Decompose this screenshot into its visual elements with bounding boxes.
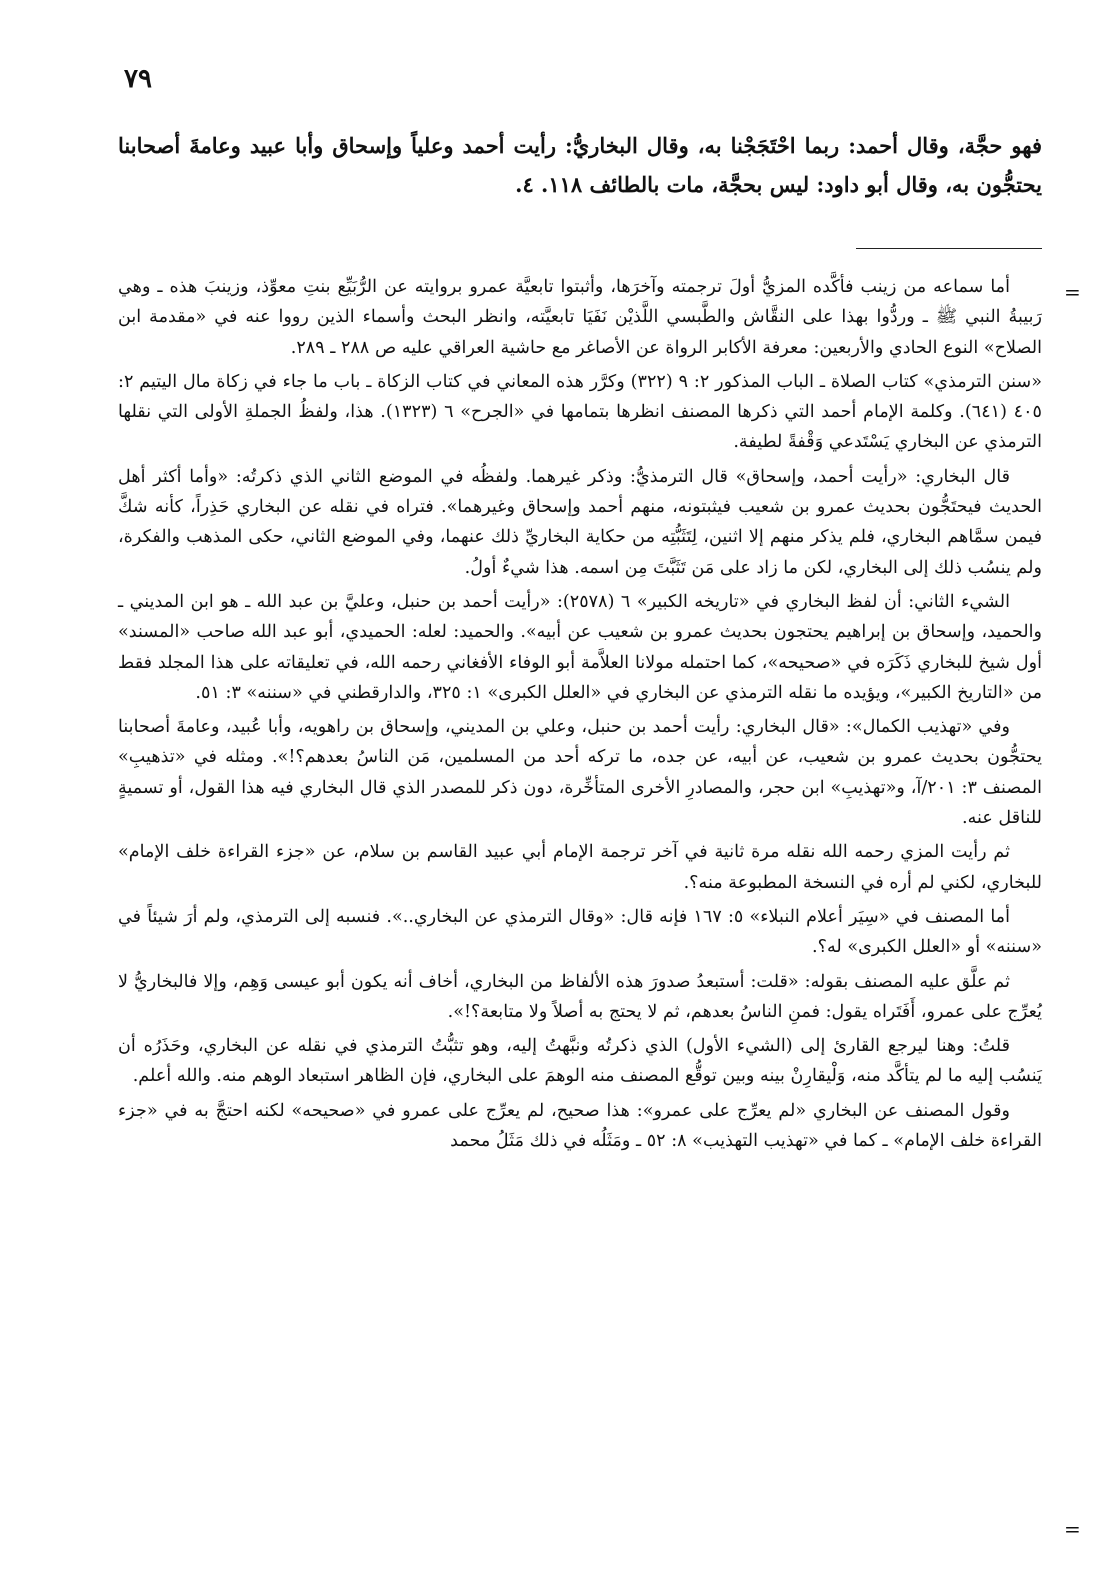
footnote-paragraph: «سنن الترمذي» كتاب الصلاة ـ الباب المذكور ٢: ٩ (٣٢٢) وكرَّر هذه المعاني في كتاب الزكاة ـ باب ما جاء في زكاة مال اليتيم ٢: ٤٠٥ (٦٤١). وكلمة الإمام أحمد التي ذكرها المصنف انظرها بتمامها في «الجرح» ٦ (١٣٢٣). هذا، ولفظُ الجملةِ الأولى التي نقلها الترمذي عن البخاري يَسْتَدعي وَقْفةً لطيفة. xyxy=(118,371,1042,453)
main-text xyxy=(118,126,1042,204)
continuation-mark-end: = xyxy=(1064,1517,1081,1541)
footnote-paragraph: ثم رأيت المزي رحمه الله نقله مرة ثانية في آخر ترجمة الإمام أبي عبيد القاسم بن سلام، عن «جزء القراءة خلف الإمام» للبخاري، لكني لم أره في النسخة المطبوعة منه؟. xyxy=(118,842,1042,893)
footnote-paragraph: أما سماعه من زينب فأكَّده المزيُّ أولَ ترجمته وآخرَها، وأثبتوا تابعيَّة عمرو بروايته عن الرُّبَيِّع بنتِ معوِّذ، وزينبَ هذه ـ وهي رَبيبةُ النبي ﷺ ـ وردُّوا بهذا على النقَّاش والطَّبسي اللَّذيْن نَفَيَا تابعيَّته، وانظر البحث وأسماء الذين رووا عنه في «مقدمة ابن الصلاح» النوع الحادي والأربعين: معرفة الأكابر الرواة عن الأصاغر مع حاشية العراقي عليه ص ٢٨٨ ـ ٢٨٩. xyxy=(118,277,1042,358)
footnote-paragraph: ثم علَّق عليه المصنف بقوله: «قلت: أستبعدُ صدورَ هذه الألفاظ من البخاري، أخاف أنه يكون أبو عيسى وَهِم، وإلا فالبخاريُّ لا يُعرِّج على عمرو، أَفَتَراه يقول: فمنِ الناسُ بعدهم، ثم لا يحتج به أصلاً ولا متابعة؟!». xyxy=(118,971,1042,1022)
footnote-paragraph: الشيء الثاني: أن لفظ البخاري في «تاريخه الكبير» ٦ (٢٥٧٨): «رأيت أحمد بن حنبل، وعليَّ بن عبد الله ـ هو ابن المديني ـ والحميد، وإسحاق بن إبراهيم يحتجون بحديث عمرو بن شعيب عن أبيه». والحميد: لعله: الحميدي، أبو عبد الله صاحب «المسند» أول شيخ للبخاري ذَكَرَه في «صحيحه»، كما احتمله مولانا العلاَّمة أبو الوفاء الأفغاني رحمه الله، في تعليقاته على هذا المجلد فقط من «التاريخ الكبير»، ويؤيده ما نقله الترمذي عن البخاري في «العلل الكبرى» ١: ٣٢٥، والدارقطني في «سننه» ٣: ٥١. xyxy=(118,591,1042,703)
footnote-paragraph: قال البخاري: «رأيت أحمد، وإسحاق» قال الترمذيُّ: وذكر غيرهما. ولفظُه في الموضع الثاني الذي ذكرتُه: «وأما أكثر أهل الحديث فيحتَجُّون بحديث عمرو بن شعيب فيثبتونه، منهم أحمد وإسحاق وغيرهما». فتراه في نقله عن البخاري حَذِراً، كأنه شكَّ فيمن سمَّاهم البخاري، فلم يذكر منهم إلا اثنين، لِتَثَبُّتِه من حكاية البخاريِّ ذلك عنهما، وفي الموضع الثاني، حكى المذهب والفكرة، ولم ينسُب ذلك إلى البخاري، لكن ما زاد على مَن تَثَبَّتَ مِن اسمه. هذا شيءٌ أولُ. xyxy=(118,466,1042,578)
main-paragraph: فهو حجَّة، وقال أحمد: ربما احْتَجَجْنا به، وقال البخاريُّ: رأيت أحمد وعلياً وإسحاق وأبا عبيد وعامةَ أصحابنا يحتجُّون به، وقال أبو داود: ليس بحجَّة، مات بالطائف ١١٨. ٤. xyxy=(118,133,1042,197)
footnotes xyxy=(118,272,1042,1160)
footnote-paragraph: أما المصنف في «سِيَر أعلام النبلاء» ٥: ١٦٧ فإنه قال: «وقال الترمذي عن البخاري..». فنسبه إلى الترمذي، ولم أرَ شيئاً في «سننه» أو «العلل الكبرى» له؟. xyxy=(118,906,1042,958)
footnote-separator xyxy=(856,248,1042,249)
footnote-paragraph: وقول المصنف عن البخاري «لم يعرِّج على عمرو»: هذا صحيح، لم يعرِّج على عمرو في «صحيحه» لكنه احتجَّ به في «جزء القراءة خلف الإمام» ـ كما في «تهذيب التهذيب» ٨: ٥٢ ـ ومَثَلُه في ذلك مَثَلُ محمد xyxy=(118,1100,1042,1152)
page-number: ٧٩ xyxy=(124,64,152,94)
footnote-paragraph: قلتُ: وهنا ليرجع القارئ إلى (الشيء الأول) الذي ذكرتُه ونبَّهتُ إليه، وهو تثبُّتُ الترمذي في نقله عن البخاري، وحَذَرُه أن يَنسُب إليه ما لم يتأكَّد منه، وَلْيقارِنْ بينه وبين توقُّع المصنف منه الوهمَ على البخاري، فإن الظاهر استبعاد الوهم منه. والله أعلم. xyxy=(118,1036,1042,1087)
footnote-paragraph: وفي «تهذيب الكمال»: «قال البخاري: رأيت أحمد بن حنبل، وعلي بن المديني، وإسحاق بن راهويه، وأبا عُبيد، وعامةَ أصحابنا يحتجُّون بحديث عمرو بن شعيب، عن أبيه، عن جده، ما تركه أحد من المسلمين، مَن الناسُ بعدهم؟!». ومثله في «تذهيبِ» المصنف ٣: ٢٠١/آ، و«تهذيبِ» ابن حجر، والمصادرِ الأخرى المتأخِّرة، دون ذكر للمصدر الذي قال البخاري فيه هذا القول، أو تسميةٍ للناقل عنه. xyxy=(118,717,1042,829)
continuation-mark-start: = xyxy=(1064,280,1081,304)
